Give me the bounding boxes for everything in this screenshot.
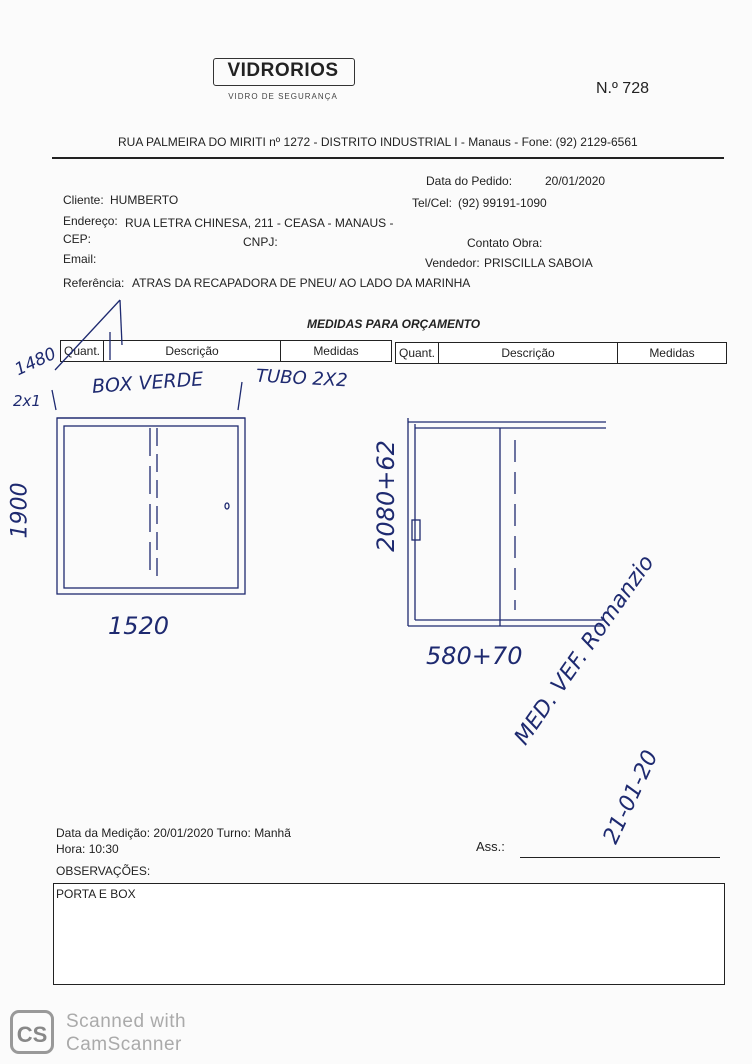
observations-value: PORTA E BOX [56, 887, 136, 901]
header-divider [52, 157, 724, 159]
reference-label: Referência: [63, 276, 125, 290]
left-frame-inner [64, 426, 238, 588]
observations-box [53, 883, 725, 985]
hw-right-width: 580+70 [426, 642, 523, 670]
address-label: Endereço: [63, 214, 118, 228]
col-measures: Medidas [649, 346, 695, 360]
sketch-line [120, 300, 122, 345]
right-hinge [412, 520, 420, 540]
order-date-value: 20/01/2020 [545, 174, 606, 188]
measure-date-value: 20/01/2020 [153, 826, 214, 840]
client-value: HUMBERTO [110, 193, 179, 207]
hw-signature-note: MED. VEF. Romanzio [509, 550, 660, 750]
client-label: Cliente: [63, 193, 104, 207]
col-quantity: Quant. [61, 341, 104, 361]
observations-label: OBSERVAÇÕES: [56, 864, 151, 878]
phone-value: (92) 99191-1090 [458, 196, 547, 210]
reference-value: ATRAS DA RECAPADORA DE PNEU/ AO LADO DA MARINHA [132, 276, 471, 290]
hw-description-left: BOX VERDE [91, 368, 205, 398]
signature-line [520, 857, 720, 858]
camscanner-icon: CS [10, 1010, 54, 1054]
order-date-label: Data do Pedido: [426, 174, 513, 188]
left-frame-outer [57, 418, 245, 594]
cnpj-label: CNPJ: [243, 235, 278, 249]
measure-date-label: Data da Medição: [56, 826, 151, 840]
hw-description-right: TUBO 2X2 [255, 365, 349, 392]
hw-left-width: 1520 [108, 612, 170, 640]
shift-value: Manhã [254, 826, 291, 840]
email-label: Email: [63, 252, 97, 266]
time-label: Hora: [56, 842, 86, 856]
hw-right-height: 2080+62 [371, 440, 400, 552]
phone-label: Tel/Cel: [412, 196, 453, 210]
hw-quantity: 1480 [11, 343, 60, 381]
hw-left-height: 1900 [7, 482, 33, 539]
seller-value: PRISCILLA SABOIA [484, 256, 593, 270]
order-number: N.º 728 [596, 80, 649, 97]
col-measures: Medidas [313, 344, 359, 358]
col-description: Descrição [104, 341, 281, 361]
contact-label: Contato Obra: [467, 236, 543, 250]
measure-date [56, 826, 291, 840]
watermark-line-1: Scanned with [66, 1011, 187, 1032]
measure-time [56, 842, 119, 856]
left-handle [225, 503, 229, 509]
col-description: Descrição [439, 343, 618, 363]
seller-label: Vendedor: [425, 256, 480, 270]
hw-quantity-2: 2x1 [13, 392, 41, 410]
time-value: 10:30 [88, 842, 119, 856]
hw-signature-date: 21-01-20 [598, 746, 664, 848]
address-value: RUA LETRA CHINESA, 211 - CEASA - MANAUS - [125, 216, 394, 230]
measures-title: MEDIDAS PARA ORÇAMENTO [307, 317, 481, 331]
col-quantity: Quant. [396, 343, 439, 363]
watermark-line-2: CamScanner [66, 1034, 182, 1055]
cep-label: CEP: [63, 232, 92, 246]
company-logo: VIDRORIOS [227, 60, 339, 81]
company-address: RUA PALMEIRA DO MIRITI nº 1272 - DISTRITO INDUSTRIAL I - Manaus - Fone: (92) 2129-6561 [118, 135, 638, 149]
company-slogan: VIDRO DE SEGURANÇA [228, 92, 338, 101]
shift-label: Turno: [216, 826, 251, 840]
signature-label: Ass.: [476, 839, 505, 854]
